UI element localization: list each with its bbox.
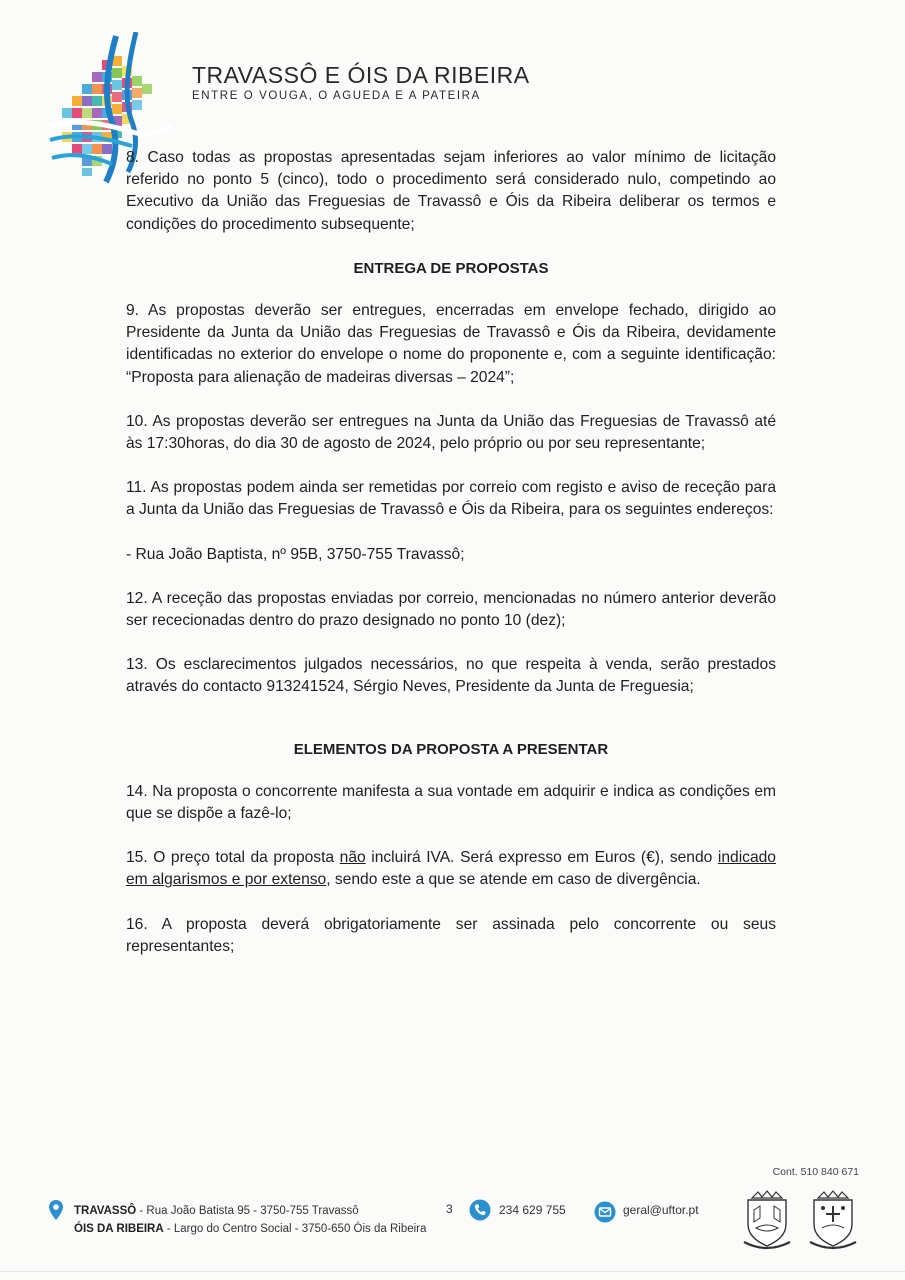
paragraph-15-underlined-nao: não [339,849,366,867]
footer-address [74,1202,426,1238]
paragraph-12: 12. A receção das propostas enviadas por correio, mencionadas no número anterior deverão ser rececionadas dentro do prazo designado no ponto 10 (dez); [126,589,776,630]
paragraph-15 [126,847,776,891]
heading-elementos-da-proposta: ELEMENTOS DA PROPOSTA A PRESENTAR [293,740,609,758]
address-travasso-text: - Rua João Batista 95 - 3750-755 Travassô [136,1205,359,1217]
paragraph-9: 9. As propostas deverão ser entregues, encerradas em envelope fechado, dirigido ao Presidente da Junta da União das Freguesias de Travassô e Óis da Ribeira, devidamente identificadas no exterior do envelope o nome do proponente e, com a seguinte identificação: “Proposta para alienação de madeiras diversas – 2024”; [126,302,776,386]
taxpayer-number: Cont. 510 840 671 [772,1166,859,1178]
address-line: - Rua João Baptista, nº 95B, 3750-755 Travassô; [126,545,465,563]
paragraph-16: 16. A proposta deverá obrigatoriamente ser assinada pelo concorrente ou seus representantes; [126,915,776,955]
mail-icon [594,1201,616,1223]
paragraph-15-part-1: 15. O preço total da proposta [126,849,340,867]
paragraph-15-underlined-algarismos: indicado em algarismos e por extenso [126,849,776,889]
address-ois [74,1220,426,1238]
phone-number: 234 629 755 [499,1203,566,1217]
heading-entrega-de-propostas: ENTREGA DE PROPOSTAS [353,259,549,277]
document-body [126,147,776,958]
address-travasso [74,1202,426,1220]
footer-divider [0,1271,905,1272]
paragraph-14: 14. Na proposta o concorrente manifesta a sua vontade em adquirir e indica as condições em que se dispõe a fazê-lo; [126,782,776,823]
brand-block [192,62,530,103]
paragraph-15-part-3: incluirá IVA. Será expresso em Euros (€), sendo [365,849,718,867]
phone-icon [469,1199,491,1221]
paragraph-11: 11. As propostas podem ainda ser remetidas por correio com registo e aviso de receção para a Junta da União das Freguesias de Travassô e Óis da Ribeira, para os seguintes endereços: [126,479,776,519]
brand-subtitle: ENTRE O VOUGA, O AGUEDA E A PATEIRA [192,90,481,102]
page-number: 3 [446,1202,453,1216]
brand-title: TRAVASSÔ E ÓIS DA RIBEIRA [192,62,530,88]
location-pin-icon [48,1199,64,1221]
address-ois-text: - Largo do Centro Social - 3750-650 Óis da Ribeira [163,1223,427,1235]
paragraph-8: 8. Caso todas as propostas apresentadas sejam inferiores ao valor mínimo de licitação referido no ponto 5 (cinco), todo o procedimento será considerado nulo, competindo ao Executivo da União das Freguesias de Travassô e Óis da Ribeira deliberar os termos e condições do procedimento subsequente; [126,149,776,233]
travasso-coat-of-arms-icon [738,1188,796,1252]
paragraph-15-part-5: , sendo este a que se atende em caso de divergência. [326,871,701,889]
paragraph-13: 13. Os esclarecimentos julgados necessários, no que respeita à venda, serão prestados através do contacto 913241524, Sérgio Neves, Presidente da Junta de Freguesia; [126,656,776,696]
address-travasso-label: TRAVASSÔ [74,1205,137,1217]
paragraph-10: 10. As propostas deverão ser entregues na Junta da União das Freguesias de Travassô até às 17:30horas, do dia 30 de agosto de 2024, pelo próprio ou por seu representante; [126,412,776,453]
email-address: geral@uftor.pt [623,1203,699,1217]
ois-da-ribeira-coat-of-arms-icon [804,1188,862,1252]
address-ois-label: ÓIS DA RIBEIRA [74,1223,164,1235]
